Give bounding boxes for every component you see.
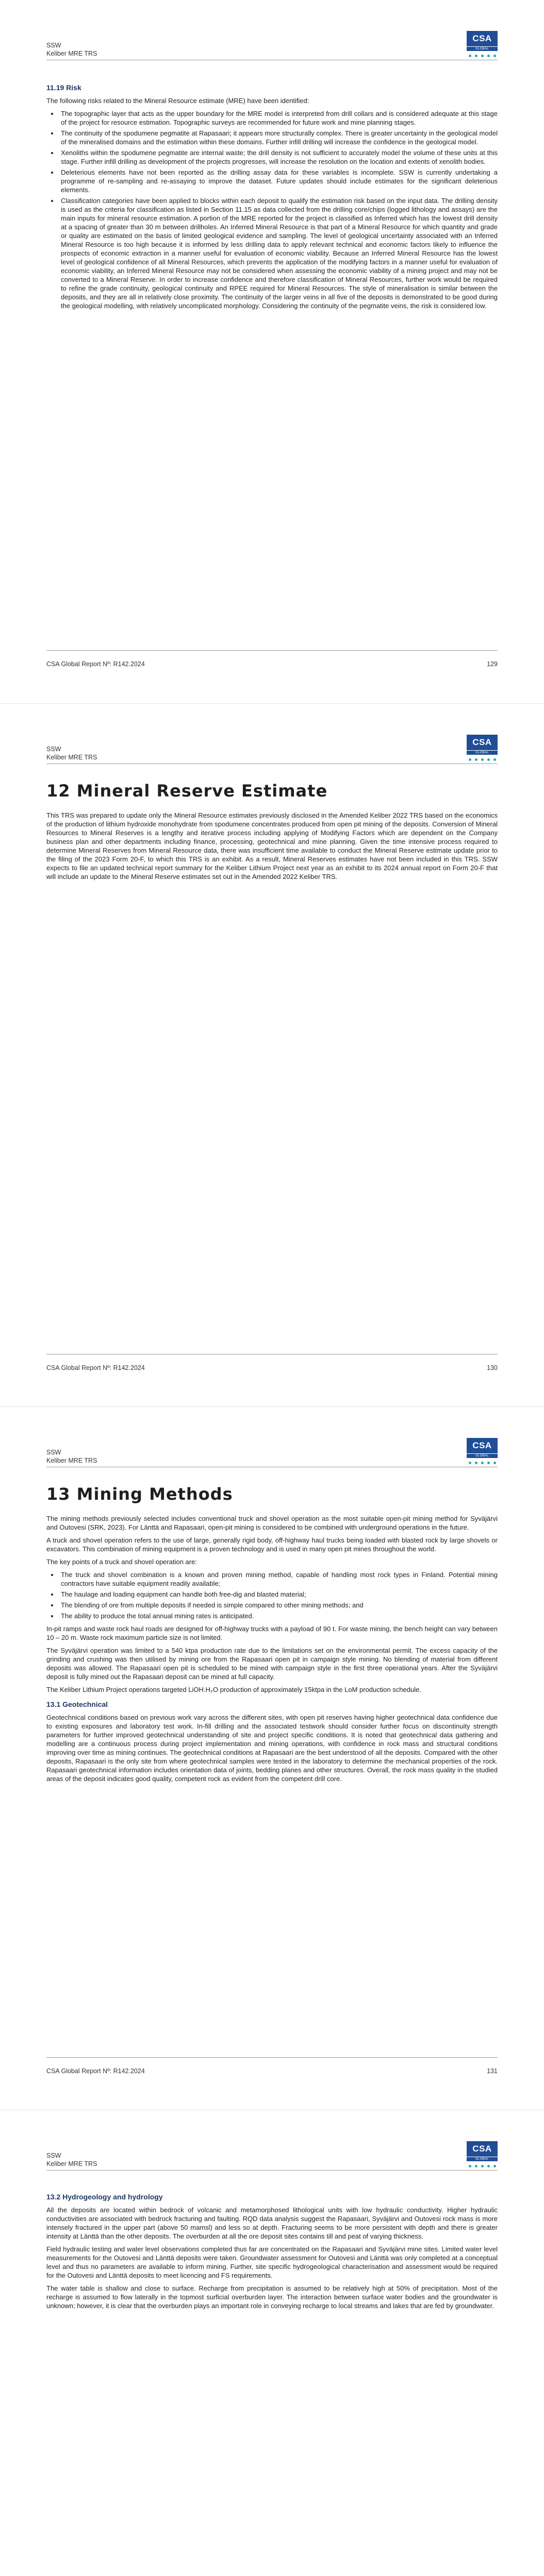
hydrogeology-para-1: All the deposits are located within bedrock of volcanic and metamorphosed lithological units with low hydraulic conductivity. Higher hydraulic conductivities are associated with bedrock fracturing and faulting. RQD data analysis suggest the Rapasaari, Syväjärvi and Outovesi rock mass is more intensely fractured in the upper part (above 50 mamsl) and less so at depth. Fracturing seems to be more persistent with depth and there is greater intensity at Länttä than the other deposits. The overburden at all the ore deposit sites contains till and peat of varying thickness.	[46, 2206, 498, 2240]
page-body	[46, 77, 498, 314]
page-body	[46, 1484, 498, 1787]
footer-divider	[46, 650, 498, 651]
key-point-blending: • The blending of ore from multiple deposits if needed is simple compared to other mining methods; and	[59, 1601, 498, 1609]
logo-dots-icon	[467, 51, 498, 60]
csa-global-logo	[467, 2141, 498, 2170]
chapter-title-mineral-reserve: 12 Mineral Reserve Estimate	[46, 781, 328, 801]
page-body	[46, 781, 498, 885]
hydrogeology-para-3: The water table is shallow and close to surface. Recharge from precipitation is assumed to be relatively high at 50% of precipitation. Most of the recharge is assumed to flow laterally in the topmost surficial overburden layer. The interaction between surface water bodies and the groundwater is unknown; however, it is clear that the overburden plays an important role in conveying recharge to local streams and lakes that are fed by groundwater.	[46, 2284, 498, 2310]
risk-item-topography: • The topographic layer that acts as the upper boundary for the MRE model is interpreted from drill collars and is considered adequate at this stage of the project for resource estimation. Topographic surveys are recommended for future work and mine planning stages.	[59, 109, 498, 127]
logo-dots-icon	[467, 755, 498, 764]
page-number: 131	[487, 2067, 498, 2075]
page-header	[46, 41, 97, 58]
page-header	[46, 2151, 97, 2168]
key-point-mining-rates: • The ability to produce the total annual mining rates is anticipated.	[59, 1612, 498, 1620]
header-company: SSW	[46, 745, 61, 753]
logo-text: CSA	[467, 31, 498, 46]
risk-item-classification: • Classification categories have been applied to blocks within each deposit to qualify the estimation risk based on the input data. The drilling density is used as the criteria for classification as listed in Section 11.15 as data collected from the drilling core/chips (logged lithology and assays) are the main inputs for mineral resource estimation. A portion of the MRE reported for the project is classified as Inferred which has the lowest drill density at a spacing of greater than 30 m between drillholes. An Inferred Mineral Resource is that part of a Mineral Resource for which quantity and grade or quality are estimated on the basis of limited geological evidence and sampling. The level of geological uncertainty associated with an Inferred Mineral Resource is too high because it is informed by less drilling data to apply relevant technical and economic factors likely to influence the prospects of economic extraction in a manner useful for evaluation of economic viability. Because an Inferred Mineral Resource has the lowest level of geological confidence of all Mineral Resources, which prevents the application of the modifying factors in a manner useful for evaluation of economic viability, an Inferred Mineral Resource may not be considered when assessing the economic viability of a mining project and may not be converted to a Mineral Reserve. In order to increase confidence and therefore classification of Mineral Resources, further work would be required to refine the grade continuity, geological continuity and RPEE required for Mineral Resources. The style of mineralisation is similar between the deposits, and they are all in relatively close proximity. The continuity of the larger veins in all five of the deposits is demonstrated to be good during the geological modelling, with relatively uncomplicated morphology. Considering the continuity of the pegmatite veins, the risk is considered low.	[59, 196, 498, 310]
page-number: 129	[487, 660, 498, 668]
logo-subtext: GLOBAL	[467, 1453, 498, 1458]
header-divider	[46, 2170, 498, 2171]
hydrogeology-para-2: Field hydraulic testing and water level observations completed thus far are concentrated on the Rapasaari and Syväjärvi mine sites. Limited water level measurements for the Outovesi and Länttä deposits were taken. Groundwater assessment for Outovesi and Länttä was only completed at a conceptual level and thus no parameters are available to inform mining. Further, site specific hydrogeological characterisation and assessment would be required for the Outovesi and Länttä deposits to meet licencing and FS requirements.	[46, 2245, 498, 2279]
mining-methods-para-2: A truck and shovel operation refers to the use of large, generally rigid body, off-highway haul trucks being loaded with blasted rock by large shovels or excavators. This combination of mining equipment is a proven technology and is used in many open pit mines throughout the world.	[46, 1536, 498, 1553]
logo-text: CSA	[467, 1438, 498, 1453]
section-title-hydrogeology: 13.2 Hydrogeology and hydrology	[46, 2193, 163, 2201]
truck-shovel-key-points	[46, 1570, 498, 1620]
section-title-risk: 11.19 Risk	[46, 83, 81, 92]
header-company: SSW	[46, 42, 61, 49]
key-point-proven-method: • The truck and shovel combination is a known and proven mining method, capable of handling most rock types in Finland. Potential mining contractors have suitable equipment readily available;	[59, 1570, 498, 1588]
logo-dots-icon	[467, 2161, 498, 2171]
csa-global-logo	[467, 735, 498, 764]
mining-methods-para-6: The Keliber Lithium Project operations targeted LiOH.H₂O production of approximately 15ktpa in the LoM production schedule.	[46, 1686, 421, 1693]
page-header	[46, 745, 97, 761]
report-page-129	[0, 0, 544, 703]
csa-global-logo	[467, 1438, 498, 1467]
page-number: 130	[487, 1364, 498, 1371]
page-body	[46, 2187, 498, 2314]
report-page-132	[0, 2110, 544, 2576]
footer-report-number: CSA Global Report Nº: R142.2024	[46, 2067, 145, 2075]
header-project: Keliber MRE TRS	[46, 50, 97, 57]
header-project: Keliber MRE TRS	[46, 1457, 97, 1464]
logo-subtext: GLOBAL	[467, 2157, 498, 2161]
footer-divider	[46, 2057, 498, 2058]
header-company: SSW	[46, 2152, 61, 2159]
risk-item-deleterious: • Deleterious elements have not been reported as the drilling assay data for these variables is incomplete. SSW is currently undertaking a programme of re-sampling and re-assaying to improve the dataset. Future updates should include estimates for the significant deleterious elements.	[59, 168, 498, 194]
csa-global-logo	[467, 31, 498, 60]
geotechnical-paragraph: Geotechnical conditions based on previous work vary across the different sites, with open pit reserves having higher geotechnical data confidence due to existing exposures and laboratory test work. In-fill drilling and the associated testwork should consider further focus on discontinuity strength parameters for further improved geotechnical understanding of site and project specific conditions. It is noted that geotechnical data gathering and modelling are a continuous process during project implementation and mining operations, with confidence in rock mass and structural conditions improving over time as mining continues. The geotechnical conditions at Rapasaari are the best understood of all the deposits. Compared with the other deposits, Rapasaari is the only site from where geotechnical samples were tested in the laboratory to determine the mechanical properties of the rock. Rapasaari geotechnical information includes orientation data of joints, bedding planes and other structures. Overall, the rock mass quality in the studied areas of the deposit indicates good quality, competent rock as evident from the competent drill core.	[46, 1714, 498, 1783]
mineral-reserve-paragraph: This TRS was prepared to update only the Mineral Resource estimates previously disclosed in the Amended Keliber 2022 TRS based on the economics of the production of lithium hydroxide monohydrate from spodumene concentrates produced from open pit mining of the deposits. Conversion of Mineral Resources to Mineral Reserves is a lengthy and iterative process including applying of Modifying Factors which are dependent on the Company business plan and other departments including finance, processing, geotechnical and mine planning. Given the time intensive process required to determine Mineral Reserves from Mineral Resource data, there was insufficient time available to conduct the Mineral Reserve estimate update prior to the filing of the 2023 Form 20-F, to which this TRS is an exhibit. As a result, Mineral Reserves estimates have not been included in this TRS. SSW expects to file an updated technical report summary for the Keliber Lithium Project next year as an exhibit to its 2024 annual report on Form 20-F that will include an update to the Mineral Reserve estimates set out in the Amended 2022 Keliber TRS.	[46, 811, 498, 880]
footer-report-number: CSA Global Report Nº: R142.2024	[46, 660, 145, 668]
report-page-130	[0, 703, 544, 1407]
logo-text: CSA	[467, 735, 498, 750]
chapter-title-mining-methods: 13 Mining Methods	[46, 1484, 233, 1504]
report-page-131	[0, 1406, 544, 2110]
logo-dots-icon	[467, 1458, 498, 1467]
risk-item-continuity: • The continuity of the spodumene pegmatite at Rapasaari; it appears more structurally complex. There is greater uncertainty in the geological model of the mineralised domains and the estimation within these domains. Further infill drilling will increase the confidence in the geological model.	[59, 129, 498, 146]
mining-methods-para-3: The key points of a truck and shovel operation are:	[46, 1558, 197, 1566]
page-header	[46, 1448, 97, 1465]
logo-subtext: GLOBAL	[467, 750, 498, 755]
mining-methods-para-5: The Syväjärvi operation was limited to a 540 ktpa production rate due to the limitations set on the environmental permit. The excess capacity of the grinding and crushing was then utilised by mining ore from the Rapasaari open pit in campaign style mining. No blending of material from different deposits was allowed. The Rapasaari open pit is scheduled to be mined with campaign style in the first three operational years. After the Syväjärvi deposit is fully mined out the Rapasaari deposit can be mined at full capacity.	[46, 1647, 498, 1681]
risk-list	[46, 109, 498, 310]
header-project: Keliber MRE TRS	[46, 754, 97, 761]
logo-subtext: GLOBAL	[467, 46, 498, 51]
header-project: Keliber MRE TRS	[46, 2160, 97, 2167]
risk-intro: The following risks related to the Mineral Resource estimate (MRE) have been identified:	[46, 97, 309, 105]
mining-methods-para-4: In-pit ramps and waste rock haul roads are designed for off-highway trucks with a payload of 90 t. For waste mining, the bench height can vary between 10 – 20 m. Waste rock maximum particle size is not limited.	[46, 1625, 498, 1641]
footer-report-number: CSA Global Report Nº: R142.2024	[46, 1364, 145, 1371]
key-point-haulage: • The haulage and loading equipment can handle both free-dig and blasted material;	[59, 1590, 498, 1599]
section-title-geotechnical: 13.1 Geotechnical	[46, 1700, 108, 1708]
logo-text: CSA	[467, 2141, 498, 2157]
risk-item-xenoliths: • Xenoliths within the spodumene pegmatite are internal waste; the drill density is not sufficient to accurately model the volume of these units at this stage. Further infill drilling as development of the projects progresses, will increase the resolution on the location and extents of xenolith bodies.	[59, 148, 498, 166]
mining-methods-para-1: The mining methods previously selected includes conventional truck and shovel operation as the most suitable open-pit mining method for Syväjärvi and Outovesi (SRK, 2023). For Länttä and Rapasaari, open-pit mining is considered to be combined with underground operations in the future.	[46, 1515, 498, 1531]
header-company: SSW	[46, 1449, 61, 1456]
